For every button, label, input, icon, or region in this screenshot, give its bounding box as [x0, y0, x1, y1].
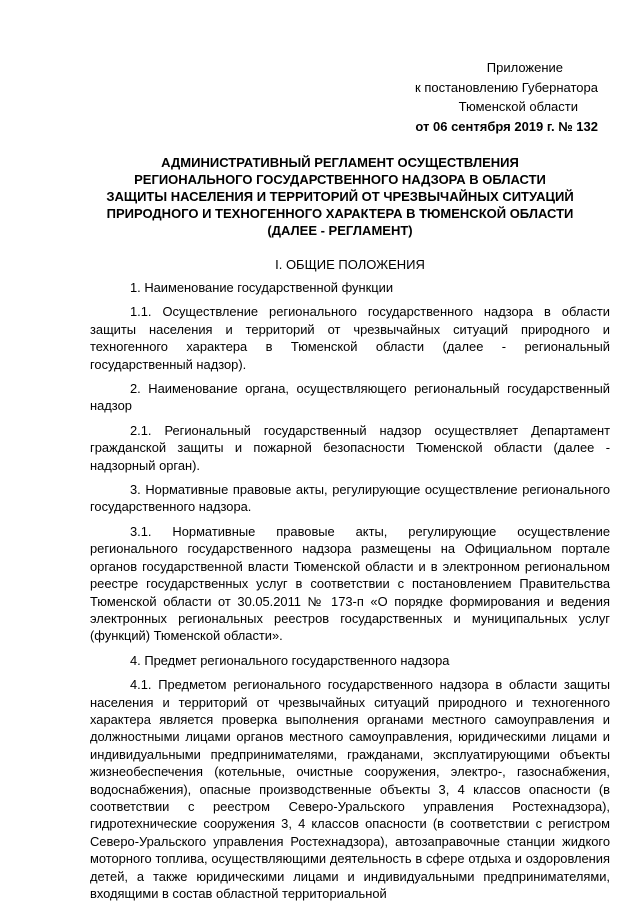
title-line: ПРИРОДНОГО И ТЕХНОГЕННОГО ХАРАКТЕРА В ТЮМЕНСКОЙ ОБЛАСТИ: [106, 206, 574, 221]
subsection-heading: 4. Предмет регионального государственного надзора: [130, 652, 450, 668]
document-body: [90, 279, 610, 909]
subsection-heading: 2. Наименование органа, осуществляющего региональный государственный надзор: [90, 381, 610, 414]
title-line: РЕГИОНАЛЬНОГО ГОСУДАРСТВЕННОГО НАДЗОРА В ОБЛАСТИ: [134, 172, 546, 187]
title-line: (ДАЛЕЕ - РЕГЛАМЕНТ): [267, 223, 413, 238]
appendix-label: Приложение: [486, 60, 563, 75]
subsection-heading: 1. Наименование государственной функции: [130, 280, 394, 295]
paragraph: 2.1. Региональный государственный надзор осуществляет Департамент гражданской защиты и пожарной безопасности Тюменской области (далее - надзорный орган).: [90, 422, 610, 473]
paragraph: 1.1. Осуществление регионального государственного надзора в области защиты населения и территорий от чрезвычайных ситуаций природного и техногенного характера в Тюменской области (далее - региональный государственный надзор).: [90, 304, 610, 372]
paragraph: 3.1. Нормативные правовые акты, регулирующие осуществление регионального государственного надзора размещены на Официальном портале органов государственной власти Тюменской области и в электронном региональном реестре государственных услуг в соответствии с постановлением Правительства Тюменской области от 30.05.2011 № 173-п «О порядке формирования и ведения электронных региональных реестров государственных и муниципальных услуг (функций) Тюменской области».: [90, 523, 610, 644]
section-heading: I. ОБЩИЕ ПОЛОЖЕНИЯ: [275, 257, 425, 272]
title-line: АДМИНИСТРАТИВНЫЙ РЕГЛАМЕНТ ОСУЩЕСТВЛЕНИЯ: [161, 155, 519, 170]
document-title: [60, 154, 620, 239]
appendix-region: Тюменской области: [458, 99, 578, 114]
paragraph: 4.1. Предметом регионального государственного надзора в области защиты населения и территорий от чрезвычайных ситуаций природного и техногенного характера является проверка выполнения органами местного самоуправления и должностными лицами органов местного самоуправления, юридическими лицами и индивидуальными предпринимателями, гражданами, эксплуатирующими объекты жизнеобеспечения (котельные, очистные сооружения, электро-, газоснабжения, водоснабжения), опасные производственные объекты 3, 4 классов опасности (в соответствии с реестром Северо-Уральского управления Ростехнадзора), гидротехнические сооружения 3, 4 классов опасности (в соответствии с регистром Северо-Уральского управления Ростехнадзора), автозаправочные станции жидкого моторного топлива, осуществляющими деятельность в сфере отдыха и оздоровления детей, а также юридическими лицами и индивидуальными предпринимателями, входящими в состав областной территориальной: [90, 677, 610, 901]
appendix-block: [415, 58, 598, 136]
title-line: ЗАЩИТЫ НАСЕЛЕНИЯ И ТЕРРИТОРИЙ ОТ ЧРЕЗВЫЧАЙНЫХ СИТУАЦИЙ: [106, 189, 574, 204]
subsection-heading: 3. Нормативные правовые акты, регулирующие осуществление регионального государственного надзора.: [90, 482, 610, 515]
appendix-reference: к постановлению Губернатора: [415, 79, 598, 95]
appendix-date-number: от 06 сентября 2019 г. № 132: [415, 118, 598, 134]
